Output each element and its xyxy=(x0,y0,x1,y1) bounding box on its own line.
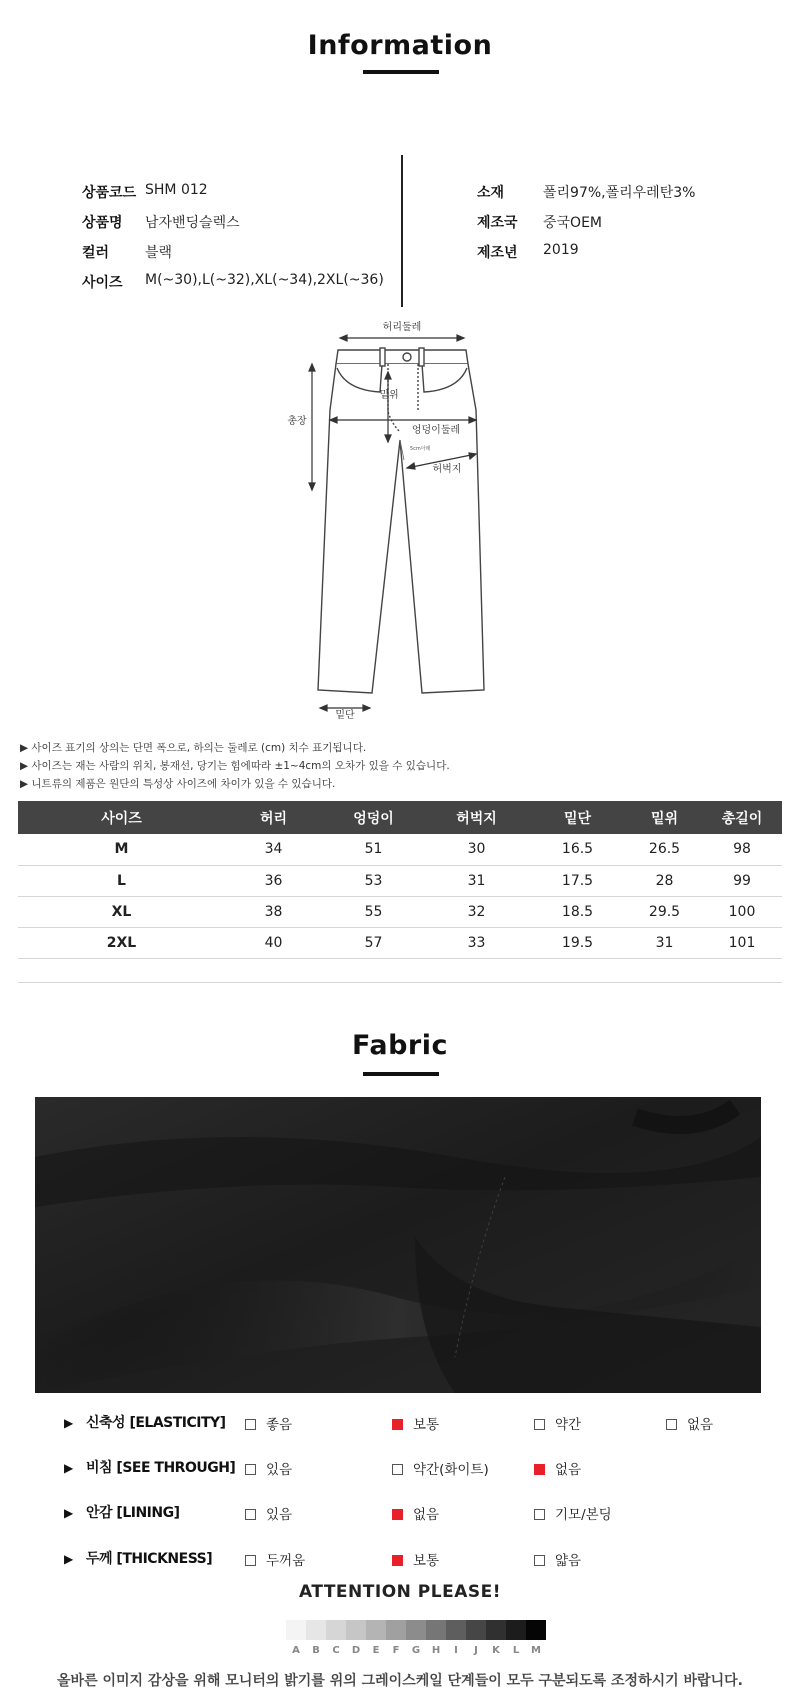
info-key-size: 사이즈 xyxy=(82,275,123,291)
size-note: ▶ 사이즈는 재는 사람의 위치, 봉재선, 당기는 힘에따라 ±1~4cm의 오차가 있을 수 있습니다. xyxy=(20,760,450,772)
table-cell: 55 xyxy=(322,896,425,927)
grayscale-swatch xyxy=(506,1620,526,1640)
label-thigh: 허벅지 xyxy=(432,464,462,475)
info-value-origin: 중국OEM xyxy=(543,215,602,231)
grayscale-label: A xyxy=(292,1645,300,1656)
info-key-year: 제조년 xyxy=(477,245,518,261)
monitor-brightness-note: 올바른 이미지 감상을 위해 모니터의 밝기를 위의 그레이스케일 단계들이 모두 구분되도록 조정하시기 바랍니다. xyxy=(57,1673,743,1689)
grayscale-label: I xyxy=(454,1645,458,1656)
size-note: ▶ 사이즈 표기의 상의는 단면 폭으로, 하의는 둘레로 (cm) 치수 표기됩니다. xyxy=(20,742,367,754)
label-length: 총장 xyxy=(287,416,307,427)
checkbox-icon xyxy=(392,1464,403,1475)
option-elasticity-good[interactable]: 좋음 xyxy=(245,1413,292,1433)
arrow-icon: ▶ xyxy=(64,1506,74,1520)
checkbox-icon xyxy=(245,1555,256,1566)
table-cell: 2XL xyxy=(18,927,225,958)
checkbox-icon xyxy=(534,1555,545,1566)
property-label: 안감 [LINING] xyxy=(86,1505,180,1521)
table-cell: 53 xyxy=(322,865,425,896)
checkbox-icon xyxy=(534,1419,545,1430)
label-thigh-note: 5cm아래 xyxy=(410,446,431,452)
option-see-through-yes[interactable]: 있음 xyxy=(245,1458,292,1478)
property-thickness xyxy=(0,1548,800,1570)
option-elasticity-slight[interactable]: 약간 xyxy=(534,1413,581,1433)
table-cell: 40 xyxy=(225,927,322,958)
arrow-icon: ▶ xyxy=(64,1461,74,1475)
property-label: 두께 [THICKNESS] xyxy=(86,1551,213,1567)
grayscale-label: M xyxy=(531,1645,541,1656)
table-cell: 36 xyxy=(225,865,322,896)
option-see-through-slight[interactable]: 약간(화이트) xyxy=(392,1458,489,1478)
table-cell: 38 xyxy=(225,896,322,927)
info-value-name: 남자밴딩슬렉스 xyxy=(145,215,240,231)
table-cell: 99 xyxy=(702,865,782,896)
grayscale-swatch xyxy=(486,1620,506,1640)
table-cell: 100 xyxy=(702,896,782,927)
property-label: 신축성 [ELASTICITY] xyxy=(86,1415,226,1431)
table-cell: 28 xyxy=(627,865,702,896)
checkbox-icon xyxy=(245,1419,256,1430)
table-cell: 31 xyxy=(425,865,528,896)
table-cell: M xyxy=(18,834,225,865)
information-title-underline xyxy=(363,70,439,74)
option-thickness-thin[interactable]: 얇음 xyxy=(534,1549,581,1569)
option-lining-brushed[interactable]: 기모/본딩 xyxy=(534,1503,612,1523)
table-cell: 31 xyxy=(627,927,702,958)
option-lining-yes[interactable]: 있음 xyxy=(245,1503,292,1523)
option-thickness-thick[interactable]: 두꺼움 xyxy=(245,1549,305,1569)
checkbox-icon xyxy=(534,1509,545,1520)
grayscale-label: E xyxy=(372,1645,380,1656)
grayscale-swatch xyxy=(466,1620,486,1640)
info-value-material: 폴리97%,폴리우레탄3% xyxy=(543,185,696,201)
header-length: 총길이 xyxy=(702,801,782,834)
fabric-title: Fabric xyxy=(352,1030,448,1061)
table-cell: 51 xyxy=(322,834,425,865)
label-hip: 엉덩이둘레 xyxy=(411,425,461,436)
header-rise: 밑위 xyxy=(627,801,702,834)
grayscale-strip xyxy=(286,1620,546,1640)
option-lining-none[interactable]: 없음 xyxy=(392,1503,439,1523)
arrow-icon: ▶ xyxy=(64,1416,74,1430)
table-cell: 33 xyxy=(425,927,528,958)
table-cell: 101 xyxy=(702,927,782,958)
info-value-code: SHM 012 xyxy=(145,182,208,198)
grayscale-label: L xyxy=(512,1645,520,1656)
size-table-header xyxy=(18,801,782,834)
property-lining xyxy=(0,1502,800,1524)
table-cell: L xyxy=(18,865,225,896)
grayscale-swatch xyxy=(426,1620,446,1640)
arrow-icon: ▶ xyxy=(64,1552,74,1566)
table-spacer-row xyxy=(18,952,782,983)
table-cell: 29.5 xyxy=(627,896,702,927)
info-key-origin: 제조국 xyxy=(477,215,518,231)
grayscale-label: G xyxy=(411,1645,421,1656)
grayscale-swatch xyxy=(286,1620,306,1640)
table-row xyxy=(18,865,782,896)
info-value-color: 블랙 xyxy=(145,245,173,261)
size-table xyxy=(18,801,782,959)
option-elasticity-none[interactable]: 없음 xyxy=(666,1413,713,1433)
information-title: Information xyxy=(307,30,493,61)
size-notes xyxy=(20,739,450,793)
header-hip: 엉덩이 xyxy=(322,801,425,834)
fabric-texture xyxy=(35,1097,761,1393)
info-key-code: 상품코드 xyxy=(82,185,137,201)
grayscale-swatch xyxy=(386,1620,406,1640)
size-note: ▶ 니트류의 제품은 원단의 특성상 사이즈에 차이가 있을 수 있습니다. xyxy=(20,778,336,790)
table-cell: 19.5 xyxy=(528,927,627,958)
property-elasticity xyxy=(0,1412,800,1434)
grayscale-labels xyxy=(286,1645,546,1656)
info-key-color: 컬러 xyxy=(82,245,110,261)
checkbox-icon xyxy=(245,1509,256,1520)
property-see-through xyxy=(0,1457,800,1479)
grayscale-label: F xyxy=(392,1645,400,1656)
option-see-through-none[interactable]: 없음 xyxy=(534,1458,581,1478)
label-waist: 허리둘레 xyxy=(382,322,422,333)
info-value-year: 2019 xyxy=(543,242,579,258)
option-elasticity-normal[interactable]: 보통 xyxy=(392,1413,439,1433)
table-cell: 16.5 xyxy=(528,834,627,865)
table-row xyxy=(18,896,782,927)
table-cell: 26.5 xyxy=(627,834,702,865)
header-hem: 밑단 xyxy=(528,801,627,834)
table-row xyxy=(18,834,782,865)
fabric-title-underline xyxy=(363,1072,439,1076)
label-rise: 밑위 xyxy=(379,390,399,401)
table-cell: 34 xyxy=(225,834,322,865)
grayscale-swatch xyxy=(326,1620,346,1640)
info-value-size: M(~30),L(~32),XL(~34),2XL(~36) xyxy=(145,272,384,288)
property-label: 비침 [SEE THROUGH] xyxy=(86,1460,236,1476)
grayscale-swatch xyxy=(346,1620,366,1640)
grayscale-label: C xyxy=(332,1645,340,1656)
checkbox-checked-icon xyxy=(534,1464,545,1475)
label-hem: 밑단 xyxy=(335,710,355,720)
grayscale-label: D xyxy=(351,1645,361,1656)
attention-title: ATTENTION PLEASE! xyxy=(299,1582,501,1602)
grayscale-swatch xyxy=(446,1620,466,1640)
fabric-photo xyxy=(35,1097,761,1393)
table-cell: XL xyxy=(18,896,225,927)
checkbox-checked-icon xyxy=(392,1419,403,1430)
checkbox-icon xyxy=(245,1464,256,1475)
grayscale-swatch xyxy=(406,1620,426,1640)
header-size: 사이즈 xyxy=(18,801,225,834)
grayscale-label: B xyxy=(312,1645,320,1656)
table-cell: 32 xyxy=(425,896,528,927)
table-cell: 18.5 xyxy=(528,896,627,927)
header-waist: 허리 xyxy=(225,801,322,834)
option-thickness-normal[interactable]: 보통 xyxy=(392,1549,439,1569)
grayscale-swatch xyxy=(306,1620,326,1640)
info-key-material: 소재 xyxy=(477,185,505,201)
pants-measurement-diagram xyxy=(0,320,800,720)
table-cell: 30 xyxy=(425,834,528,865)
grayscale-label: H xyxy=(431,1645,441,1656)
info-key-name: 상품명 xyxy=(82,215,123,231)
table-cell: 57 xyxy=(322,927,425,958)
grayscale-label: J xyxy=(474,1645,478,1656)
grayscale-label: K xyxy=(492,1645,500,1656)
checkbox-icon xyxy=(666,1419,677,1430)
table-cell: 17.5 xyxy=(528,865,627,896)
checkbox-checked-icon xyxy=(392,1509,403,1520)
checkbox-checked-icon xyxy=(392,1555,403,1566)
header-thigh: 허벅지 xyxy=(425,801,528,834)
grayscale-swatch xyxy=(526,1620,546,1640)
table-cell: 98 xyxy=(702,834,782,865)
grayscale-swatch xyxy=(366,1620,386,1640)
info-divider xyxy=(401,155,403,307)
